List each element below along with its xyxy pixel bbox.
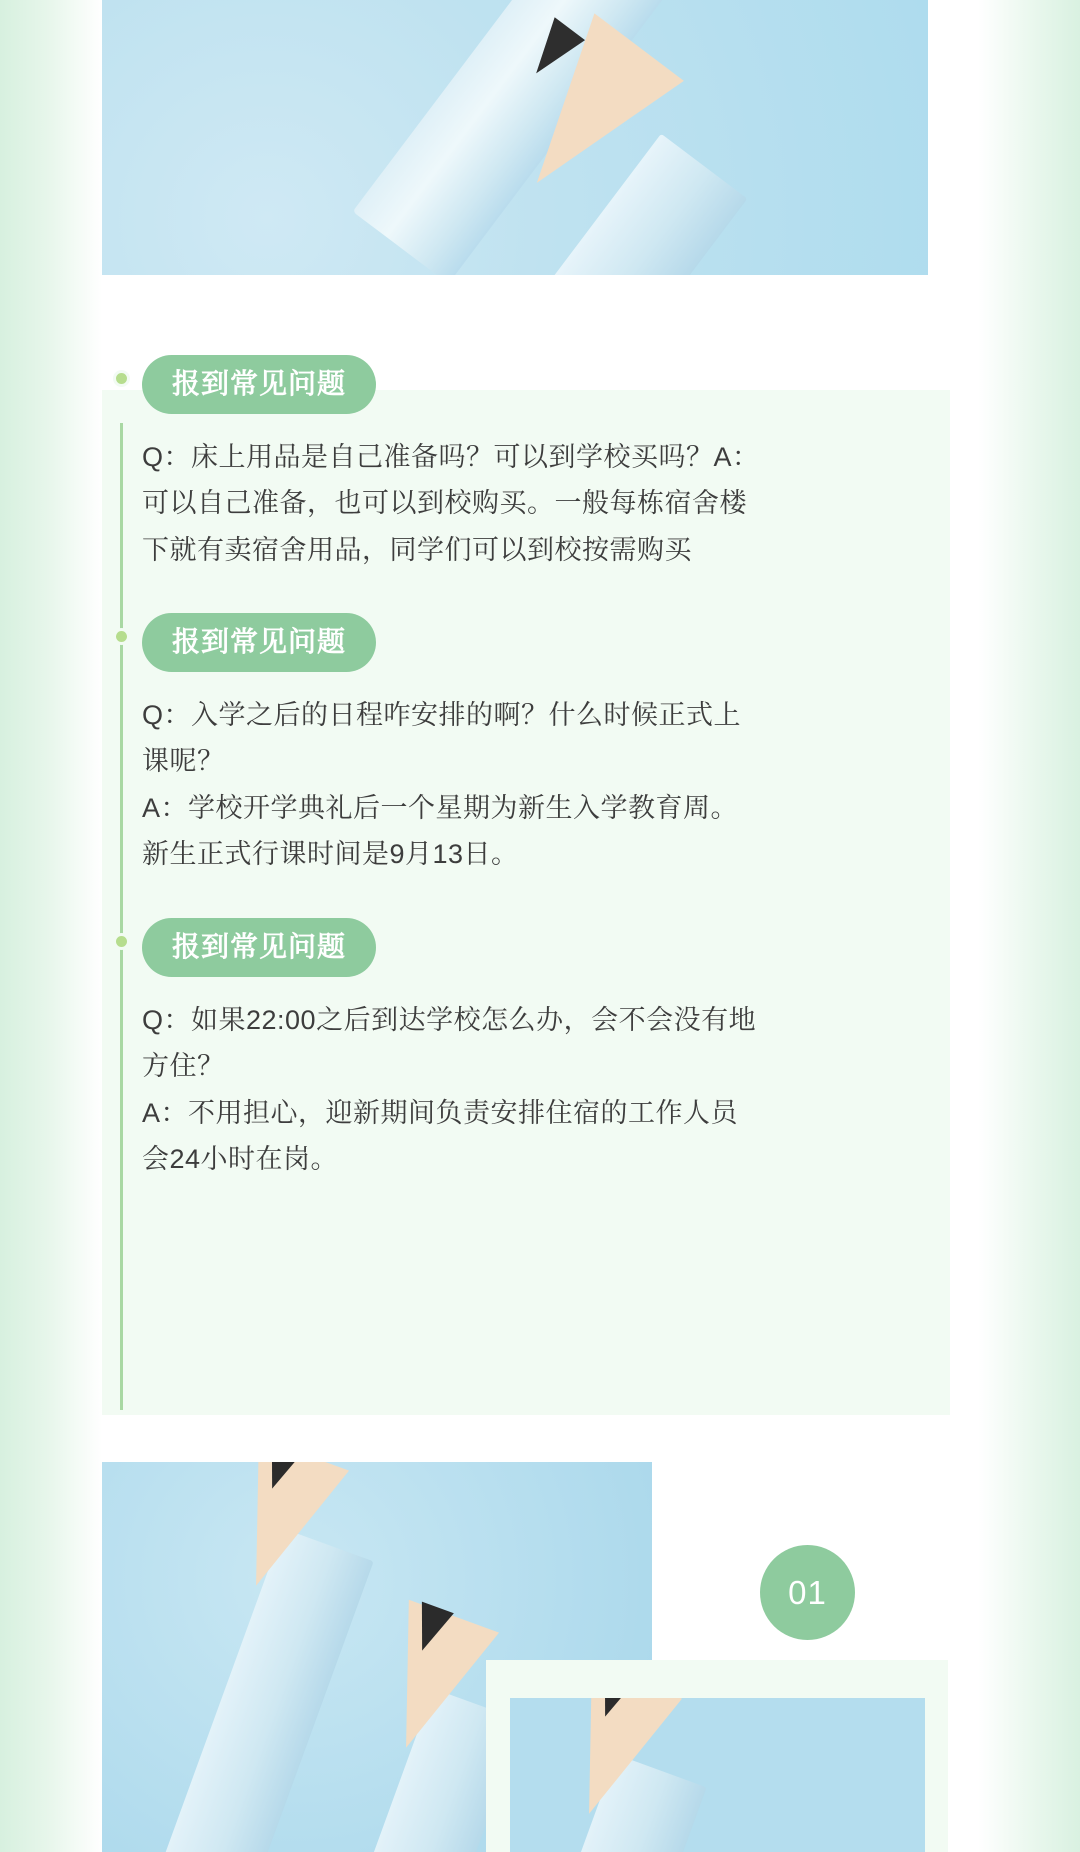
faq-tag-badge: 报到常见问题 — [142, 355, 376, 414]
page-edge-right — [978, 0, 1080, 1852]
faq-line: 下就有卖宿舍用品，同学们可以到校按需购买 — [142, 534, 692, 565]
faq-item — [142, 613, 932, 878]
faq-line: Q：床上用品是自己准备吗？可以到学校买吗？A： — [142, 442, 760, 472]
page-edge-left — [0, 0, 102, 1852]
faq-answer-text — [142, 692, 924, 878]
faq-timeline-dot — [113, 628, 130, 645]
page-number-badge: 01 — [760, 1545, 855, 1640]
faq-line: Q：如果22:00之后到达学校怎么办，会不会没有地 — [142, 1005, 757, 1035]
faq-tag-badge: 报到常见问题 — [142, 613, 376, 672]
faq-item — [142, 918, 932, 1183]
faq-line: 会24小时在岗。 — [142, 1144, 339, 1175]
faq-tag-badge: 报到常见问题 — [142, 918, 376, 977]
faq-item — [142, 355, 932, 573]
faq-line: 课呢？ — [142, 746, 225, 777]
faq-answer-text — [142, 997, 924, 1183]
faq-line: 新生正式行课时间是9月13日。 — [142, 839, 519, 870]
pencil-photo-top — [102, 0, 928, 275]
pencil-photo-bottom-right — [510, 1698, 925, 1852]
faq-line: A：不用担心，迎新期间负责安排住宿的工作人员 — [142, 1097, 739, 1128]
faq-line: 可以自己准备，也可以到校购买。一般每栋宿舍楼 — [142, 488, 747, 519]
faq-line: Q：入学之后的日程咋安排的啊？什么时候正式上 — [142, 700, 742, 730]
faq-timeline-dot — [113, 933, 130, 950]
faq-line: 方住？ — [142, 1051, 225, 1082]
faq-line: A：学校开学典礼后一个星期为新生入学教育周。 — [142, 792, 739, 823]
faq-timeline-line — [120, 423, 123, 1410]
faq-timeline-dot — [113, 370, 130, 387]
faq-answer-text — [142, 434, 924, 573]
